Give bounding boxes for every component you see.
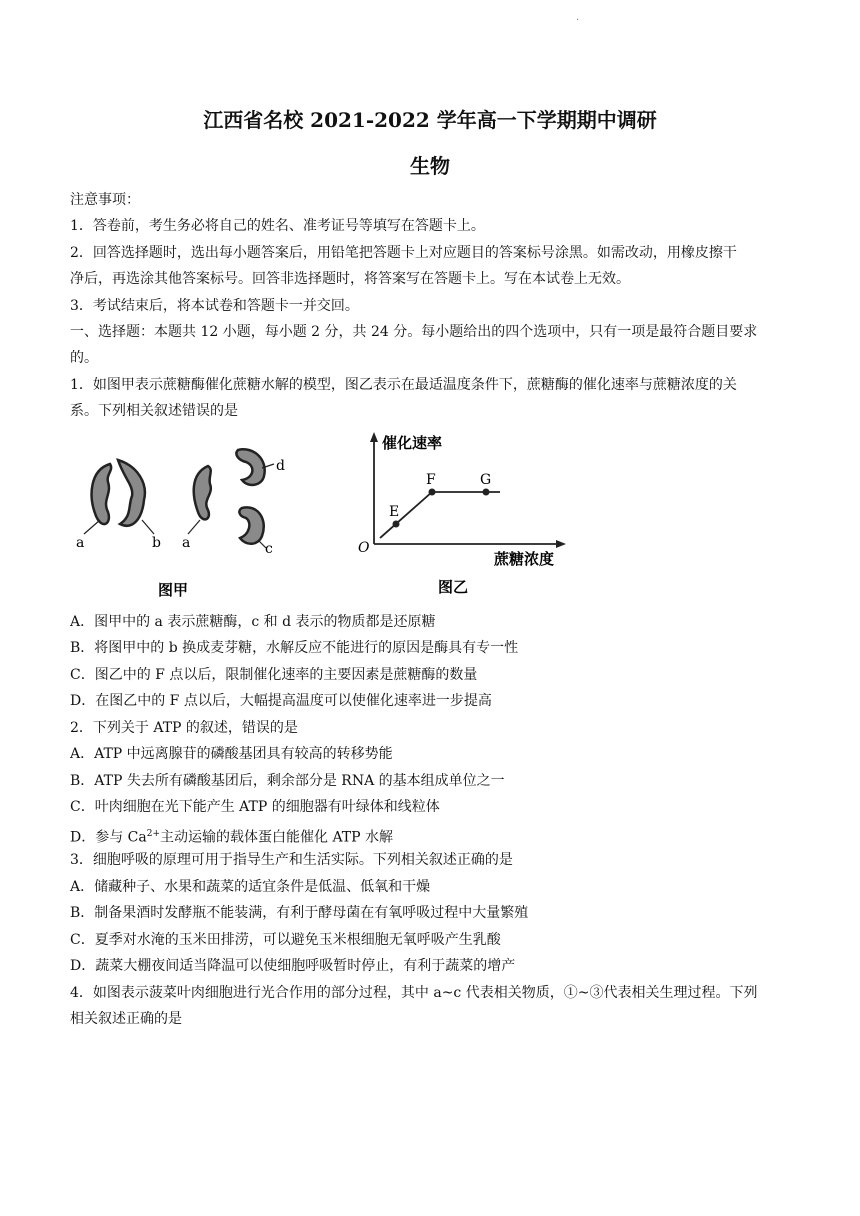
q3-stem: 3．细胞呼吸的原理可用于指导生产和生活实际。下列相关叙述正确的是 bbox=[70, 852, 513, 868]
label-a2: a bbox=[182, 535, 191, 551]
product-d-shape bbox=[236, 449, 264, 485]
enzyme-a-shape-left bbox=[92, 464, 112, 524]
q3-option-a: A．储藏种子、水果和蔬菜的适宜条件是低温、低氧和干燥 bbox=[70, 879, 431, 895]
q1-option-d: D．在图乙中的 F 点以后，大幅提高温度可以使催化速率进一步提高 bbox=[70, 693, 492, 709]
y-axis-arrow bbox=[370, 432, 378, 442]
y-axis-label: 催化速率 bbox=[382, 435, 443, 452]
point-g-label: G bbox=[480, 472, 492, 488]
q3-option-d: D．蔬菜大棚夜间适当降温可以使细胞呼吸暂时停止，有利于蔬菜的增产 bbox=[70, 958, 516, 974]
substrate-b-shape bbox=[118, 460, 145, 526]
note-3: 3．考试结束后，将本试卷和答题卡一并交回。 bbox=[70, 298, 359, 314]
label-c: c bbox=[265, 541, 273, 557]
q2-option-d-pre: D．参与 Ca bbox=[70, 829, 147, 846]
point-g-marker bbox=[483, 489, 490, 496]
q3-option-b: B．制备果酒时发酵瓶不能装满，有利于酵母菌在有氧呼吸过程中大量繁殖 bbox=[70, 905, 529, 921]
product-c-shape bbox=[239, 507, 263, 543]
note-1: 1．答卷前，考生务必将自己的姓名、准考证号等填写在答题卡上。 bbox=[70, 218, 485, 234]
q1-stem-line-1: 1．如图甲表示蔗糖酶催化蔗糖水解的模型，图乙表示在最适温度条件下，蔗糖酶的催化速率与蔗糖浓度的关 bbox=[70, 377, 737, 393]
pointer-a1 bbox=[84, 520, 100, 534]
q1-figure bbox=[62, 420, 602, 605]
section-intro-line-1: 一、选择题：本题共 12 小题，每小题 2 分，共 24 分。每小题给出的四个选项中，只有一项是最符合题目要求 bbox=[70, 324, 758, 340]
point-f-label: F bbox=[426, 472, 436, 488]
q2-option-d-post: 主动运输的载体蛋白能催化 ATP 水解 bbox=[160, 829, 394, 846]
pointer-b bbox=[142, 520, 154, 534]
point-e-label: E bbox=[389, 504, 400, 520]
origin-label: O bbox=[358, 540, 370, 556]
q2-stem: 2．下列关于 ATP 的叙述，错误的是 bbox=[70, 720, 298, 736]
label-d: d bbox=[276, 458, 285, 474]
exam-subject: 生物 bbox=[410, 154, 450, 178]
q3-option-c: C．夏季对水淹的玉米田排涝，可以避免玉米根细胞无氧呼吸产生乳酸 bbox=[70, 932, 501, 948]
note-2-line-2: 净后，再选涂其他答案标号。回答非选择题时，将答案写在答题卡上。写在本试卷上无效。 bbox=[70, 271, 630, 287]
q2-option-a: A．ATP 中远离腺苷的磷酸基团具有较高的转移势能 bbox=[70, 746, 393, 762]
notes-heading: 注意事项： bbox=[70, 192, 140, 208]
x-axis-arrow bbox=[556, 540, 566, 548]
label-b: b bbox=[152, 535, 161, 551]
label-a1: a bbox=[76, 535, 85, 551]
caption-yi: 图乙 bbox=[438, 579, 469, 596]
q1-option-b: B．将图甲中的 b 换成麦芽糖，水解反应不能进行的原因是酶具有专一性 bbox=[70, 640, 519, 656]
q2-option-d-charge: 2+ bbox=[146, 829, 161, 839]
corner-mark: . bbox=[576, 12, 580, 23]
point-f-marker bbox=[429, 489, 436, 496]
caption-jia: 图甲 bbox=[158, 582, 189, 599]
note-2-line-1: 2．回答选择题时，选出每小题答案后，用铅笔把答题卡上对应题目的答案标号涂黑。如需改动，用橡皮擦干 bbox=[70, 245, 737, 261]
x-axis-label: 蔗糖浓度 bbox=[494, 551, 555, 568]
q2-option-d bbox=[70, 826, 393, 846]
section-intro-line-2: 的。 bbox=[70, 350, 98, 366]
exam-title: 江西省名校 2021-2022 学年高一下学期期中调研 bbox=[203, 108, 657, 132]
enzyme-a-shape-middle bbox=[194, 466, 211, 519]
q1-option-c: C．图乙中的 F 点以后，限制催化速率的主要因素是蔗糖酶的数量 bbox=[70, 667, 478, 683]
q1-option-a: A．图甲中的 a 表示蔗糖酶，c 和 d 表示的物质都是还原糖 bbox=[70, 614, 436, 630]
q2-option-c: C．叶肉细胞在光下能产生 ATP 的细胞器有叶绿体和线粒体 bbox=[70, 799, 440, 815]
point-e-marker bbox=[393, 521, 400, 528]
figure-jia bbox=[92, 449, 265, 543]
q1-stem-line-2: 系。下列相关叙述错误的是 bbox=[70, 403, 238, 419]
pointer-a2 bbox=[188, 520, 200, 534]
q4-stem-line-2: 相关叙述正确的是 bbox=[70, 1011, 182, 1027]
q4-stem-line-1: 4．如图表示菠菜叶肉细胞进行光合作用的部分过程，其中 a~c 代表相关物质，①~③代表相关生理过程。下列 bbox=[70, 985, 758, 1001]
q2-option-b: B．ATP 失去所有磷酸基团后，剩余部分是 RNA 的基本组成单位之一 bbox=[70, 773, 505, 789]
